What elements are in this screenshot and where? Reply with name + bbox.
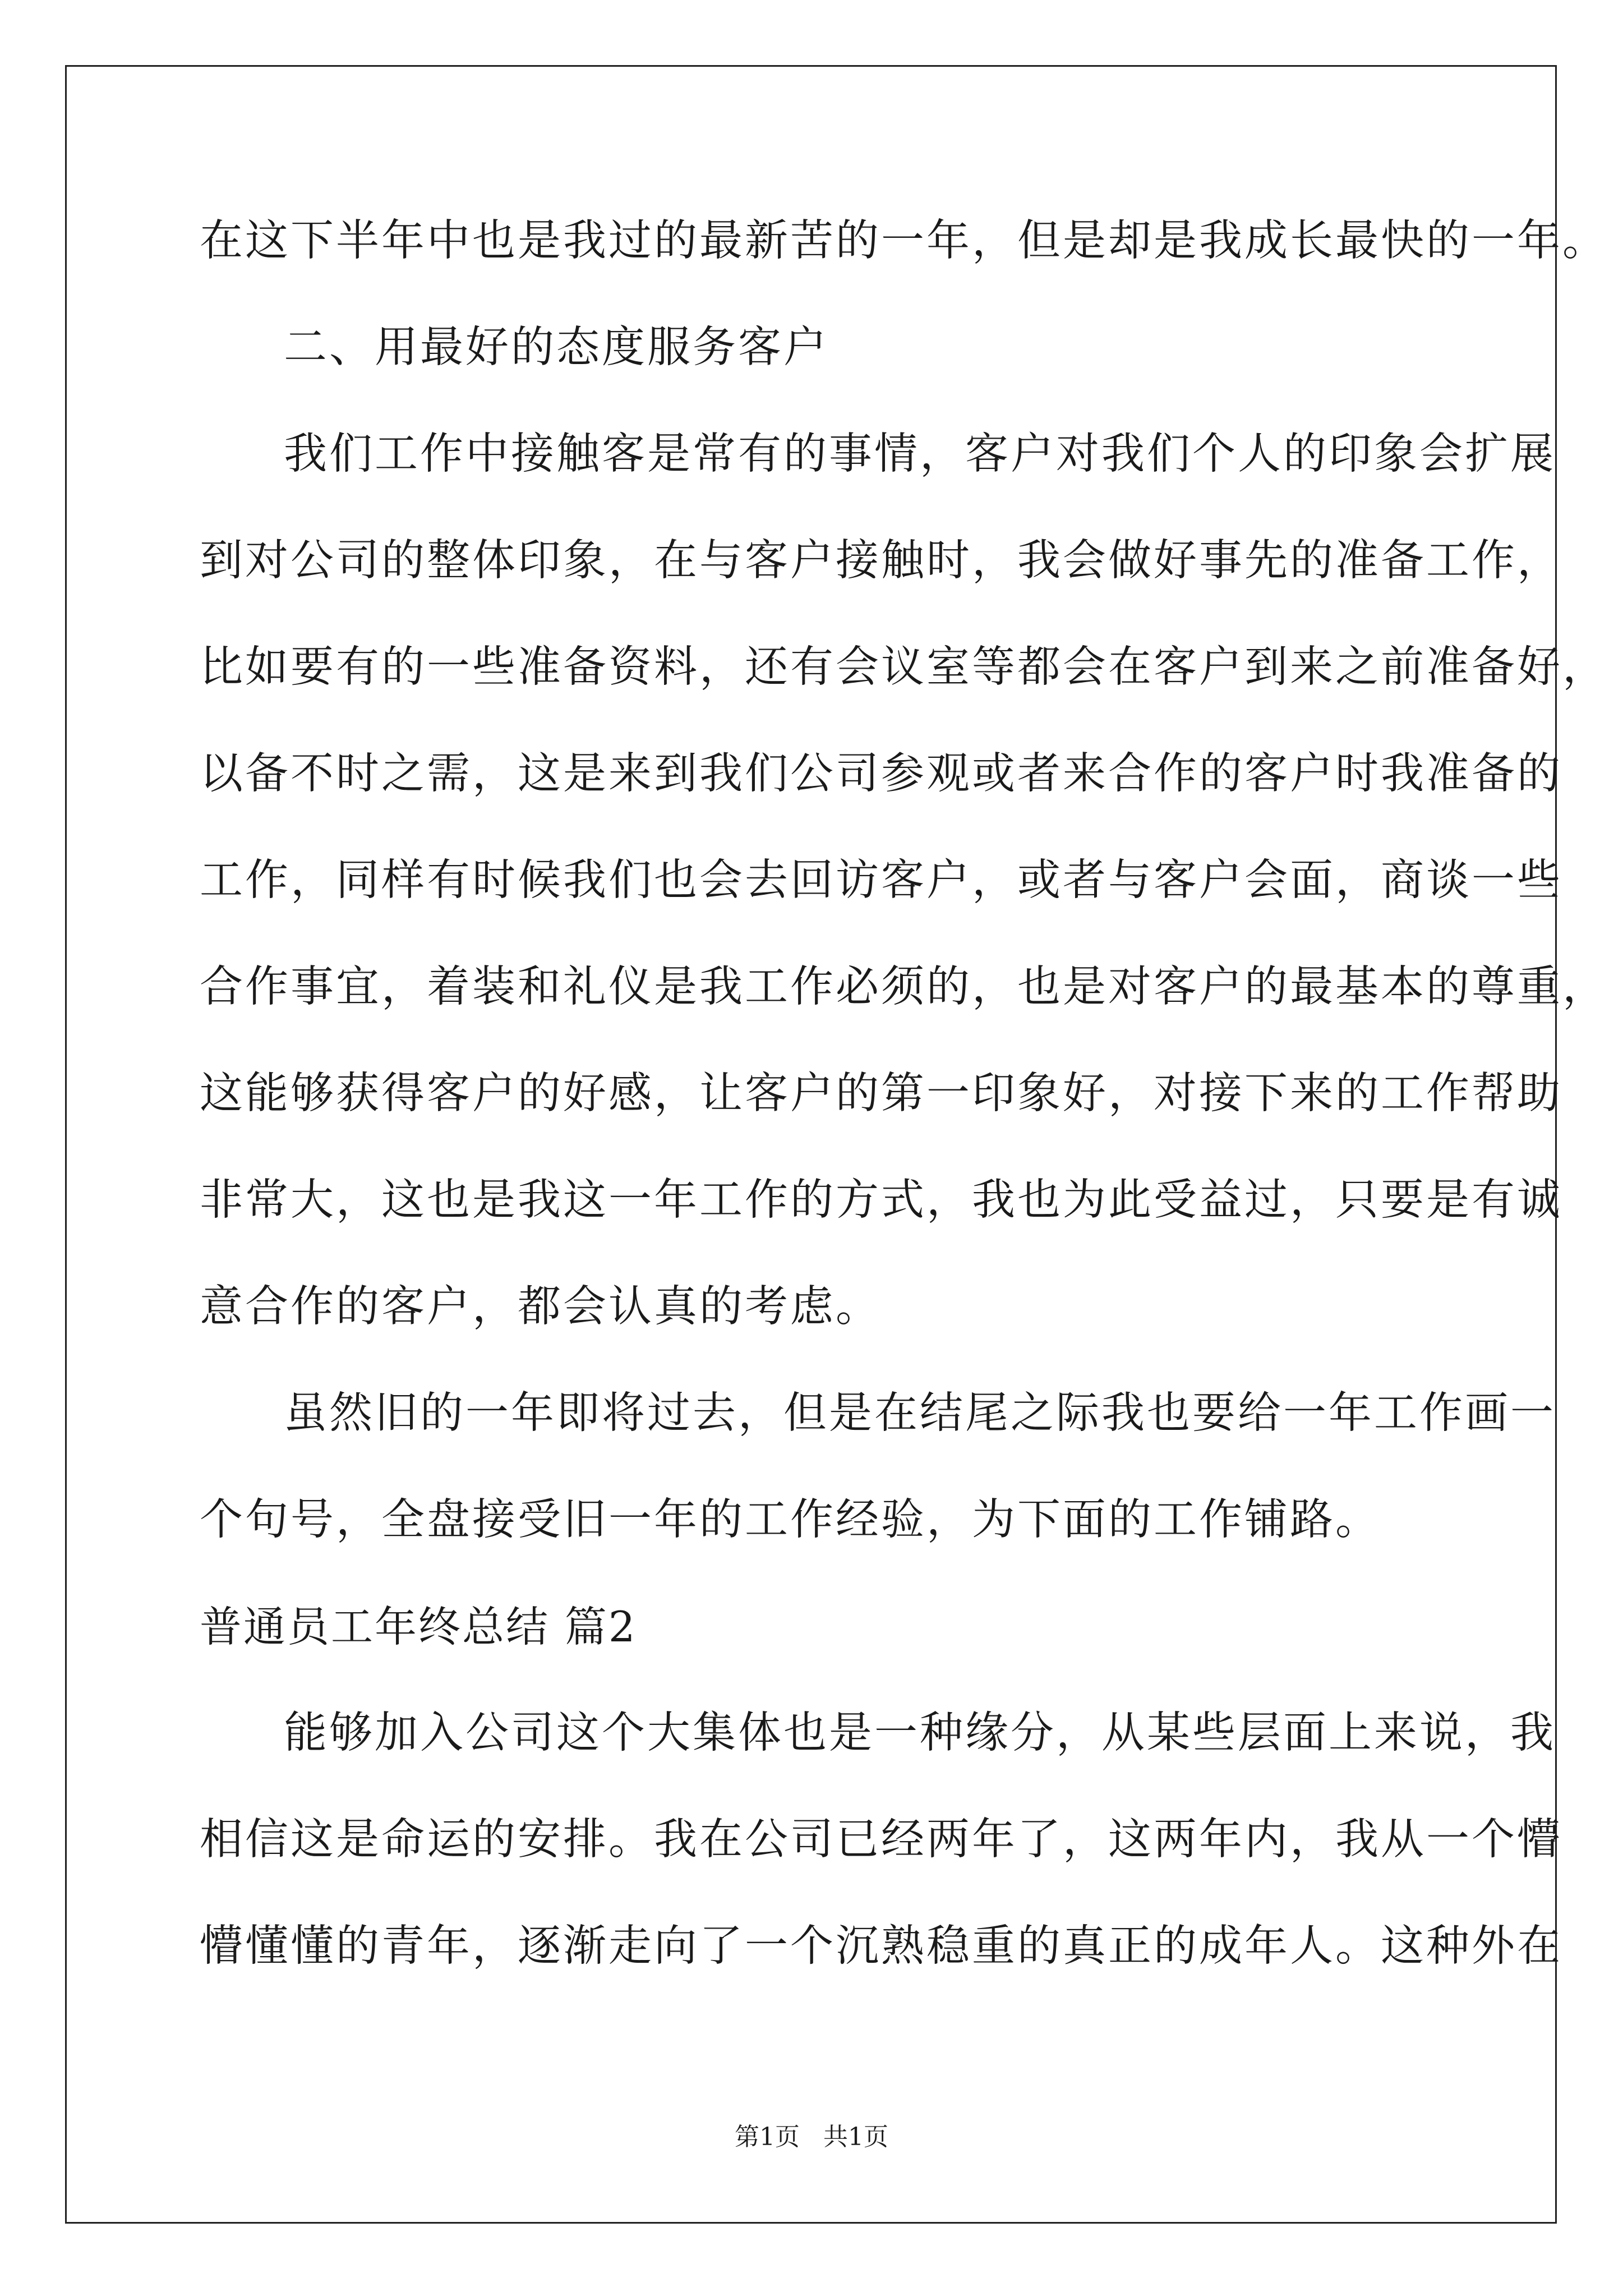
paragraph-line: 在这下半年中也是我过的最新苦的一年，但是却是我成长最快的一年。 (200, 216, 1608, 266)
page-footer: 第1页 共1页 (735, 2123, 888, 2151)
paragraph-line: 能够加入公司这个大集体也是一种缘分，从某些层面上来说，我 (284, 1708, 1556, 1758)
paragraph-line: 以备不时之需，这是来到我们公司参观或者来合作的客户时我准备的 (200, 749, 1562, 799)
paragraph-line: 到对公司的整体印象，在与客户接触时，我会做好事先的准备工作， (200, 536, 1562, 586)
paragraph-line: 个句号，全盘接受旧一年的工作经验，为下面的工作铺路。 (200, 1495, 1381, 1545)
paragraph-line: 意合作的客户，都会认真的考虑。 (200, 1282, 881, 1332)
paragraph-line: 懵懂懂的青年，逐渐走向了一个沉熟稳重的真正的成年人。这种外在 (200, 1921, 1562, 1971)
paragraph-line: 虽然旧的一年即将过去，但是在结尾之际我也要给一年工作画一 (284, 1388, 1556, 1438)
page-border (65, 65, 1608, 2224)
paragraph-line: 非常大，这也是我这一年工作的方式，我也为此受益过，只要是有诚 (200, 1175, 1562, 1225)
section-heading: 二、用最好的态度服务客户 (284, 323, 829, 372)
paragraph-line: 比如要有的一些准备资料，还有会议室等都会在客户到来之前准备好， (200, 642, 1608, 692)
paragraph-line: 合作事宜，着装和礼仪是我工作必须的，也是对客户的最基本的尊重， (200, 962, 1608, 1012)
paragraph-line: 这能够获得客户的好感，让客户的第一印象好，对接下来的工作帮助 (200, 1069, 1562, 1119)
paragraph-line: 相信这是命运的安排。我在公司已经两年了，这两年内，我从一个懵 (200, 1815, 1562, 1865)
paragraph-line: 我们工作中接触客是常有的事情，客户对我们个人的印象会扩展 (284, 429, 1556, 479)
paragraph-line: 工作，同样有时候我们也会去回访客户，或者与客户会面，商谈一些 (200, 855, 1562, 905)
article-heading: 普通员工年终总结 篇2 (200, 1602, 637, 1651)
